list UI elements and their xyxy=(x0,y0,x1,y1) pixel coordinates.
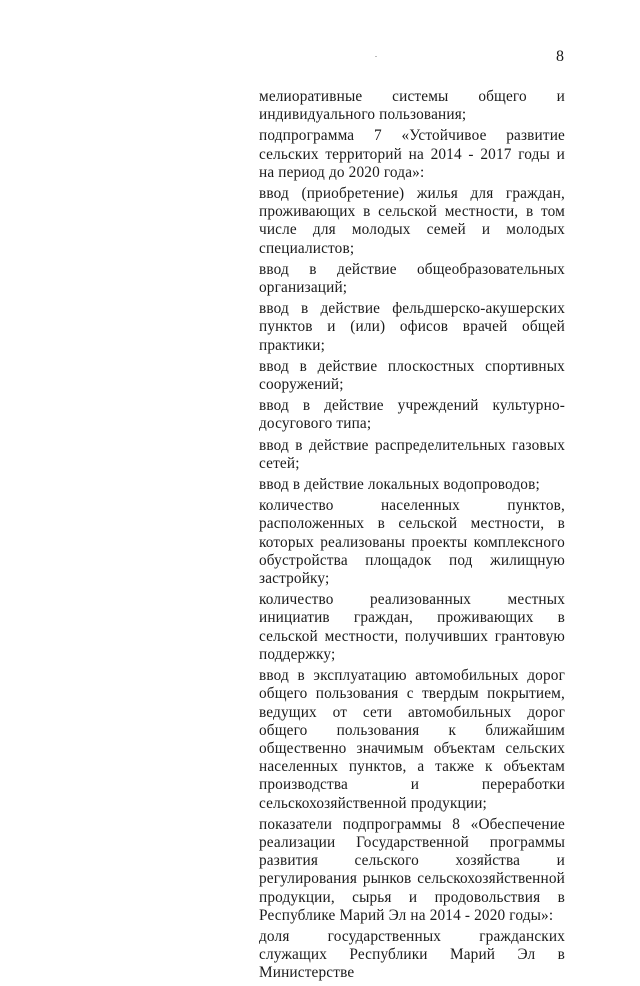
paragraph-gas-networks: ввод в действие распределительных газовых сетей; xyxy=(259,436,565,472)
paragraph-sports-facilities: ввод в действие плоскостных спортивных сооружений; xyxy=(259,357,565,394)
paragraph-medical-points: ввод в действие фельдшерско-акушерских пунктов и (или) офисов врачей общей практики; xyxy=(259,300,565,354)
paragraph-schools: ввод в действие общеобразовательных организаций; xyxy=(259,260,565,297)
paragraph-subprogram-7: подпрограмма 7 «Устойчивое развитие сельских территорий на 2014 - 2017 годы и на период до 2020 года»: xyxy=(259,127,565,181)
paragraph-settlements: количество населенных пунктов, расположенных в сельской местности, в которых реализованы проекты комплексного обустройства площадок под жилищную застройку; xyxy=(259,497,565,588)
paragraph-housing: ввод (приобретение) жилья для граждан, проживающих в сельской местности, в том числе для молодых семей и молодых специалистов; xyxy=(259,185,565,257)
scan-speck xyxy=(375,56,377,57)
paragraph-reclamation-systems: мелиоративные системы общего и индивидуального пользования; xyxy=(259,88,565,124)
paragraph-civil-servants: доля государственных гражданских служащих Республики Марий Эл в Министерстве xyxy=(259,927,565,982)
page-number: 8 xyxy=(556,48,564,65)
paragraph-roads: ввод в эксплуатацию автомобильных дорог общего пользования с твердым покрытием, ведущих от сети автомобильных дорог общего пользования к ближайшим общественно значимым объектам сельских населенных пунктов, а также к объектам производства и переработки сельскохозяйственной продукции; xyxy=(259,667,565,812)
paragraph-water-supply: ввод в действие локальных водопроводов; xyxy=(259,476,540,494)
document-body xyxy=(259,88,565,986)
paragraph-local-initiatives: количество реализованных местных инициатив граждан, проживающих в сельской местности, получивших грантовую поддержку; xyxy=(259,591,565,663)
paragraph-subprogram-8: показатели подпрограммы 8 «Обеспечение реализации Государственной программы развития сельского хозяйства и регулирования рынков сельскохозяйственной продукции, сырья и продовольствия в Республике Марий Эл на 2014 - 2020 годы»: xyxy=(259,815,565,924)
paragraph-cultural-institutions: ввод в действие учреждений культурно-досугового типа; xyxy=(259,397,565,433)
